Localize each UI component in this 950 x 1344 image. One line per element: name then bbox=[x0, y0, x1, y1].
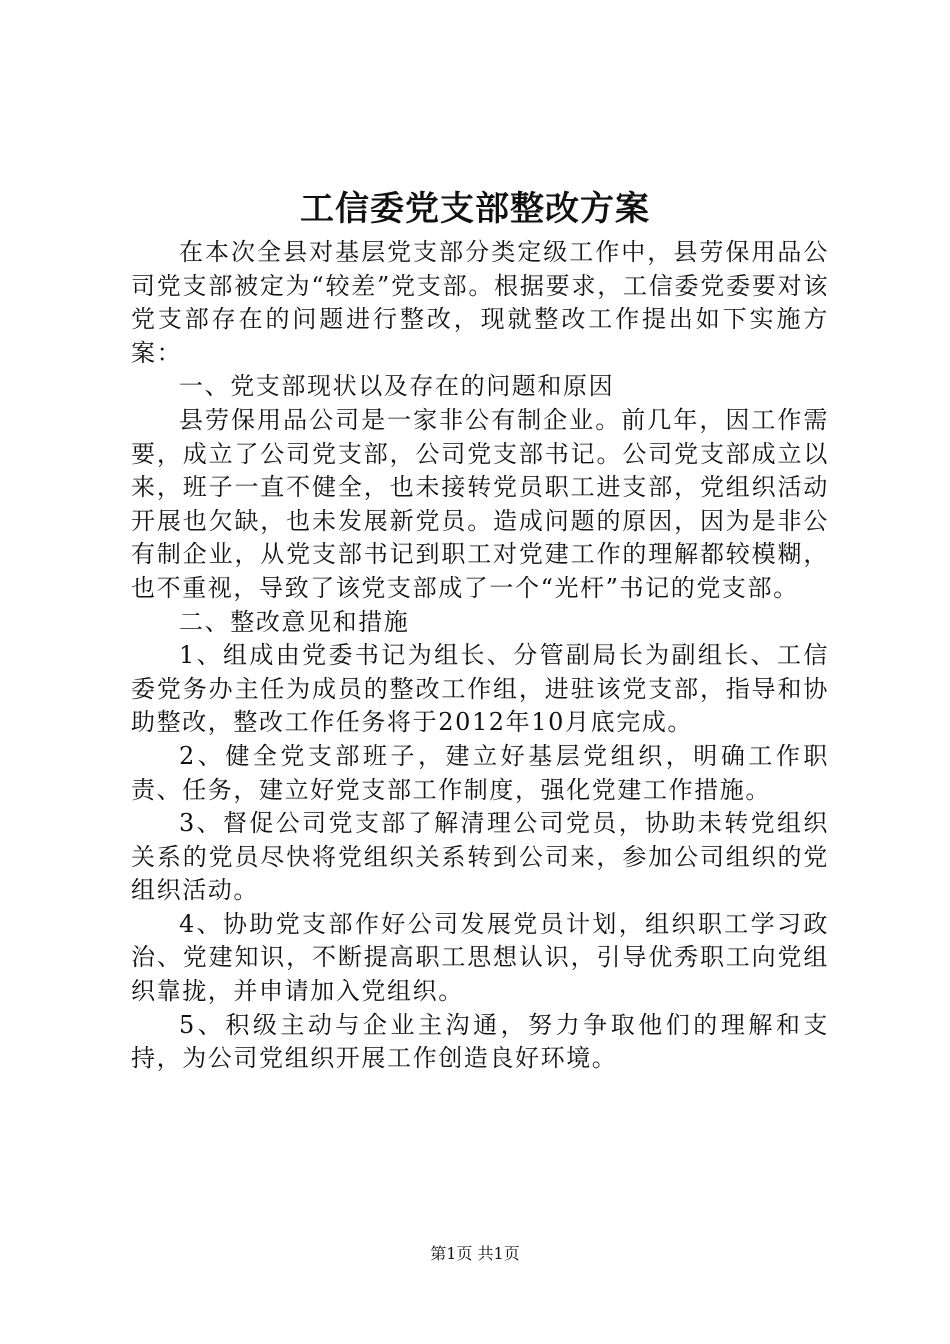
document-body bbox=[131, 236, 829, 1076]
measure-item-1: 1、组成由党委书记为组长、分管副局长为副组长、工信委党务办主任为成员的整改工作组，进驻该党支部，指导和协助整改，整改工作任务将于2012年10月底完成。 bbox=[131, 641, 829, 737]
page-footer: 第1页 共1页 bbox=[430, 1244, 520, 1263]
page-title: 工信委党支部整改方案 bbox=[300, 189, 650, 229]
measure-item-2: 2、健全党支部班子，建立好基层党组织，明确工作职责、任务，建立好党支部工作制度，强化党建工作措施。 bbox=[131, 741, 829, 804]
measure-item-3: 3、督促公司党支部了解清理公司党员，协助未转党组织关系的党员尽快将党组织关系转到公司来，参加公司组织的党组织活动。 bbox=[131, 809, 829, 905]
measure-item-5: 5、积级主动与企业主沟通，努力争取他们的理解和支持，为公司党组织开展工作创造良好环境。 bbox=[131, 1010, 829, 1073]
section-heading-2: 二、整改意见和措施 bbox=[179, 607, 410, 636]
status-paragraph: 县劳保用品公司是一家非公有制企业。前几年，因工作需要，成立了公司党支部，公司党支部书记。公司党支部成立以来，班子一直不健全，也未接转党员职工进支部，党组织活动开展也欠缺，也未发展新党员。造成问题的原因，因为是非公有制企业，从党支部书记到职工对党建工作的理解都较模糊，也不重视，导致了该党支部成了一个“光杆”书记的党支部。 bbox=[131, 405, 829, 602]
measure-item-4: 4、协助党支部作好公司发展党员计划，组织职工学习政治、党建知识，不断提高职工思想认识，引导优秀职工向党组织靠拢，并申请加入党组织。 bbox=[131, 909, 829, 1006]
section-heading-1: 一、党支部现状以及存在的问题和原因 bbox=[179, 372, 615, 401]
intro-paragraph: 在本次全县对基层党支部分类定级工作中，县劳保用品公司党支部被定为“较差”党支部。根据要求，工信委党委要对该党支部存在的问题进行整改，现就整改工作提出如下实施方案： bbox=[131, 238, 829, 367]
